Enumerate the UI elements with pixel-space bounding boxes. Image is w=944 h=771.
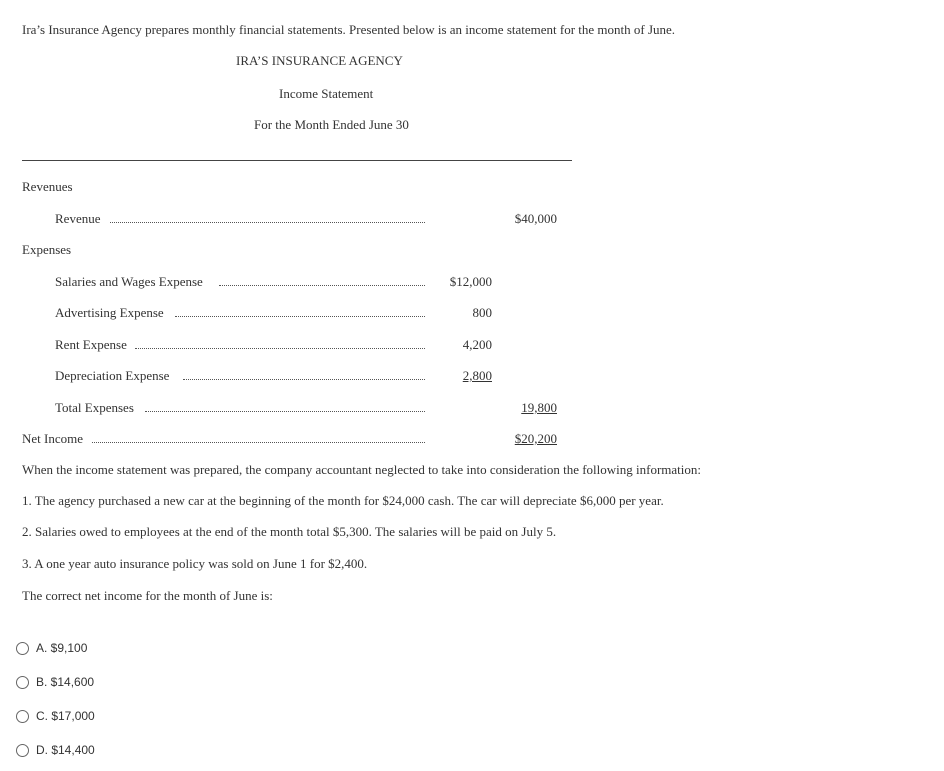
choice-label[interactable]: B. $14,600 <box>36 675 95 689</box>
revenue-leader <box>110 222 425 223</box>
question-text: The correct net income for the month of June is: <box>22 588 273 603</box>
statement-title: Income Statement <box>279 86 374 101</box>
radio-button[interactable] <box>16 642 29 655</box>
header-rule <box>22 160 572 161</box>
revenues-heading: Revenues <box>22 179 73 194</box>
revenue-amount: $40,000 <box>514 211 557 226</box>
radio-button[interactable] <box>16 676 29 689</box>
company-name: IRA’S INSURANCE AGENCY <box>236 53 403 68</box>
expense-leader <box>175 316 425 317</box>
expense-amount: 4,200 <box>462 337 492 352</box>
expense-leader <box>135 348 425 349</box>
choice-label[interactable]: D. $14,400 <box>36 743 95 757</box>
choice-d[interactable] <box>16 743 95 757</box>
net-income-label: Net Income <box>22 431 84 446</box>
expense-amount: $12,000 <box>449 274 492 289</box>
expense-leader <box>183 379 425 380</box>
radio-button[interactable] <box>16 710 29 723</box>
net-income-leader <box>92 442 425 443</box>
expense-leader <box>219 285 425 286</box>
total-expenses-label: Total Expenses <box>55 400 134 415</box>
note-item: 1. The agency purchased a new car at the beginning of the month for $24,000 cash. The car will depreciate $6,000 per year. <box>22 493 664 508</box>
expense-label: Salaries and Wages Expense <box>55 274 203 289</box>
choice-a[interactable] <box>16 641 87 655</box>
choice-label[interactable]: C. $17,000 <box>36 709 95 723</box>
statement-period: For the Month Ended June 30 <box>254 117 409 132</box>
expense-label: Advertising Expense <box>55 305 164 320</box>
expense-amount: 800 <box>472 305 492 320</box>
intro-text: Ira’s Insurance Agency prepares monthly financial statements. Presented below is an income statement for the month of June. <box>22 22 676 37</box>
expense-label: Depreciation Expense <box>55 368 170 383</box>
note-item: 3. A one year auto insurance policy was sold on June 1 for $2,400. <box>22 556 368 571</box>
total-leader <box>145 411 425 412</box>
choice-b[interactable] <box>16 675 94 689</box>
expense-amount: 2,800 <box>462 368 492 383</box>
net-income-amount: $20,200 <box>514 431 557 446</box>
choice-c[interactable] <box>16 709 95 723</box>
choice-label[interactable]: A. $9,100 <box>36 641 88 655</box>
note-intro: When the income statement was prepared, the company accountant neglected to take into consideration the following information: <box>22 462 702 477</box>
total-expenses-amount: 19,800 <box>521 400 557 415</box>
revenue-label: Revenue <box>55 211 101 226</box>
note-item: 2. Salaries owed to employees at the end of the month total $5,300. The salaries will be paid on July 5. <box>22 524 557 539</box>
expense-label: Rent Expense <box>55 337 127 352</box>
radio-button[interactable] <box>16 744 29 757</box>
expenses-heading: Expenses <box>22 242 72 257</box>
